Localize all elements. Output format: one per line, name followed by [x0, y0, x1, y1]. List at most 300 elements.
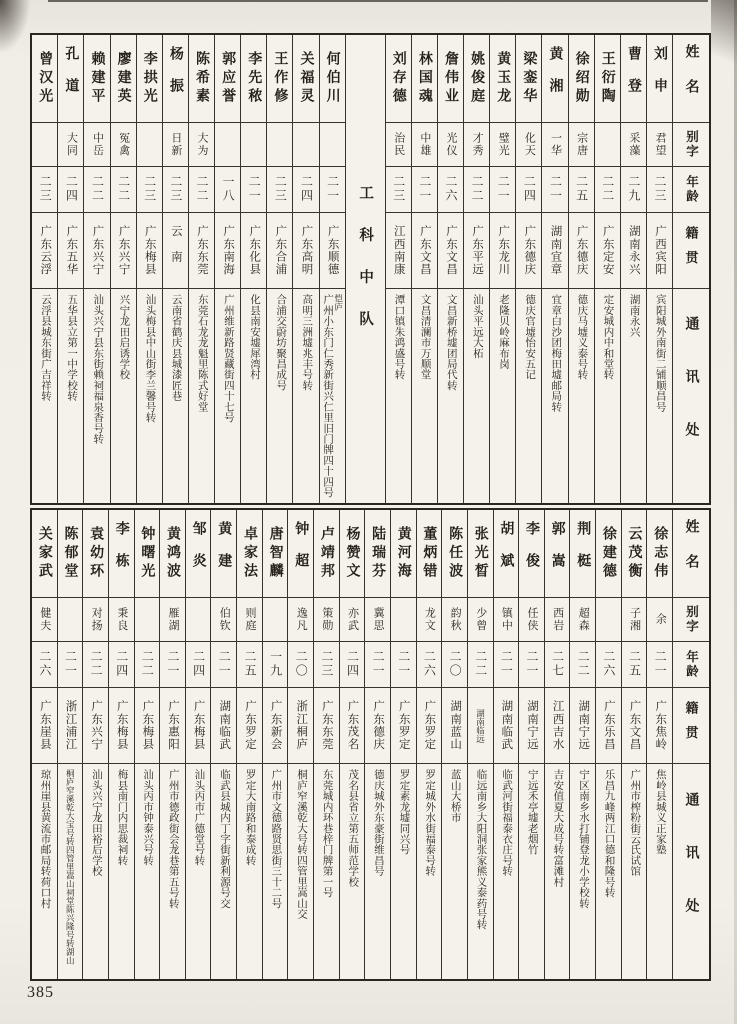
address-cell	[83, 763, 108, 979]
name-cell	[32, 510, 57, 597]
column-header-name: 姓名	[683, 518, 699, 589]
courtesy-name-cell	[340, 597, 365, 641]
contact-address: 宾阳城外南街二铺顺昌号	[654, 294, 666, 412]
origin-cell	[647, 687, 672, 763]
native-place: 广东兴宁	[117, 225, 130, 276]
courtesy-name-cell	[111, 122, 136, 166]
student-name: 张光晳	[472, 525, 488, 582]
roster-entry-column	[110, 35, 136, 503]
age-value: 二四	[64, 175, 79, 204]
roster-entry-column	[437, 35, 463, 503]
origin-cell	[83, 687, 108, 763]
name-cell	[83, 510, 108, 597]
native-place: 江西吉水	[551, 700, 564, 751]
roster-entry-column	[159, 510, 185, 979]
header-address-cell	[673, 763, 709, 979]
age-cell	[111, 166, 136, 212]
page-number: 385	[27, 984, 54, 1001]
contact-address: 广州市文德路贤思街三十二号	[270, 769, 282, 909]
section-label: 工科中队	[357, 184, 374, 354]
native-place: 广西宾阳	[653, 225, 666, 276]
courtesy-name-cell	[386, 122, 411, 166]
address-cell	[647, 763, 672, 979]
origin-cell	[58, 212, 83, 288]
contact-address: 桐庐窄溪乾大宝号转四管里嵩山祠堂陈兴隆号转湖山	[65, 769, 76, 965]
origin-cell	[293, 212, 318, 288]
contact-address: 梅县南门内思裁祠转	[116, 769, 128, 866]
native-place: 广东惠阳	[167, 700, 180, 751]
courtesy-name: 采藻	[627, 132, 640, 157]
name-cell	[438, 35, 463, 122]
age-value: 二一	[417, 175, 432, 204]
student-name: 唐智麟	[267, 525, 283, 582]
origin-cell	[570, 687, 595, 763]
student-name: 何伯川	[324, 50, 340, 107]
native-place: 湖南永兴	[627, 225, 640, 276]
student-name: 王作修	[272, 50, 288, 107]
roster-entry-column	[83, 35, 109, 503]
origin-cell	[267, 212, 292, 288]
courtesy-name: 才秀	[471, 132, 484, 157]
age-cell	[647, 641, 672, 687]
age-cell	[621, 166, 646, 212]
courtesy-name-cell	[163, 122, 188, 166]
roster-entry-column	[541, 35, 567, 503]
contact-address: 汕头兴宁县东街赖祠福泉香号转	[92, 294, 104, 444]
contact-address: 五华县立第一中学校转	[66, 294, 78, 402]
courtesy-name-cell	[647, 597, 672, 641]
origin-cell	[320, 212, 345, 288]
age-cell	[386, 166, 411, 212]
courtesy-name: 秉良	[115, 607, 128, 632]
address-cell	[622, 763, 647, 979]
origin-cell	[442, 687, 467, 763]
age-cell	[464, 166, 489, 212]
contact-address: 高明三洲墟兆丰号转	[301, 294, 313, 391]
age-cell	[135, 641, 160, 687]
courtesy-name: 则庭	[243, 607, 256, 632]
native-place: 广东罗定	[397, 700, 410, 751]
roster-entry-column	[441, 510, 467, 979]
address-cell	[340, 763, 365, 979]
contact-address: 潭口镇朱鸿盛号转	[393, 294, 405, 380]
native-place: 广东梅县	[192, 700, 205, 751]
roster-entry-column	[390, 510, 416, 979]
age-cell	[186, 641, 211, 687]
courtesy-name: 子湘	[628, 607, 641, 632]
age-value: 二四	[191, 650, 206, 679]
address-cell	[137, 288, 162, 503]
roster-entry-column	[569, 510, 595, 979]
age-value: 二四	[345, 650, 360, 679]
name-cell	[542, 35, 567, 122]
age-value: 二三	[168, 175, 183, 204]
roster-entry-column	[185, 510, 211, 979]
name-cell	[241, 35, 266, 122]
native-place: 湖南宜章	[549, 225, 562, 276]
column-header-address: 通讯处	[683, 791, 699, 952]
courtesy-name-cell	[83, 597, 108, 641]
age-value: 二一	[371, 650, 386, 679]
roster-entry-column	[188, 35, 214, 503]
column-header-courtesy-name: 别字	[684, 130, 699, 159]
address-cell	[391, 763, 416, 979]
roster-entry-column	[489, 35, 515, 503]
address-cell	[135, 763, 160, 979]
native-place: 广东崖县	[38, 700, 51, 751]
native-place: 广东合浦	[274, 225, 287, 276]
origin-cell	[288, 687, 313, 763]
address-cell	[545, 763, 570, 979]
column-header-address: 通讯处	[683, 316, 699, 476]
student-name: 曹登	[625, 46, 641, 111]
address-note: 恺庐	[333, 294, 344, 311]
contact-address: 德庆城外东豪街维昌号	[372, 769, 384, 877]
student-name: 郭嵩	[549, 521, 565, 586]
age-value: 二三	[319, 650, 334, 679]
header-age-cell	[673, 641, 709, 687]
origin-cell	[412, 212, 437, 288]
student-name: 郭应誉	[220, 50, 236, 107]
origin-cell	[314, 687, 339, 763]
courtesy-name-cell	[267, 122, 292, 166]
contact-address: 文昌新桥墟团局代转	[445, 294, 457, 391]
contact-address: 老隆贝岭麻布岗	[497, 294, 509, 369]
name-cell	[519, 510, 544, 597]
native-place: 广东茂名	[346, 700, 359, 751]
column-header-courtesy-name: 别字	[684, 605, 699, 634]
origin-cell	[519, 687, 544, 763]
student-name: 钟超	[293, 521, 309, 586]
native-place: 广东东莞	[195, 225, 208, 276]
native-place: 广东梅县	[115, 700, 128, 751]
age-cell	[215, 166, 240, 212]
origin-cell	[464, 212, 489, 288]
age-value: 二一	[247, 175, 262, 204]
contact-address: 广州市德政街会龙巷第五号转	[167, 769, 179, 909]
contact-address: 宁区南乡水打铺登龙小学校转	[578, 769, 589, 909]
origin-cell	[621, 212, 646, 288]
courtesy-name-cell	[135, 597, 160, 641]
courtesy-name: 冤禽	[117, 132, 130, 157]
contact-address: 罗定素龙墟同兴号	[398, 769, 410, 855]
courtesy-name: 西岩	[551, 607, 564, 632]
address-cell	[442, 763, 467, 979]
age-value: 二四	[522, 175, 537, 204]
roster-entry-column	[364, 510, 390, 979]
origin-cell	[468, 687, 493, 763]
courtesy-name-cell	[621, 122, 646, 166]
age-cell	[137, 166, 162, 212]
student-name: 邹炎	[190, 521, 206, 586]
roster-entry-column	[214, 35, 240, 503]
address-cell	[494, 763, 519, 979]
address-cell	[32, 288, 57, 503]
age-cell	[545, 641, 570, 687]
header-origin-cell	[673, 212, 709, 288]
student-name: 黄鸿波	[165, 525, 181, 582]
name-cell	[365, 510, 390, 597]
roster-entry-column	[467, 510, 493, 979]
courtesy-name-cell	[288, 597, 313, 641]
address-cell	[621, 288, 646, 503]
age-cell	[516, 166, 541, 212]
courtesy-name-cell	[215, 122, 240, 166]
roster-entry-column	[411, 35, 437, 503]
address-cell	[211, 763, 236, 979]
age-value: 二一	[524, 650, 539, 679]
courtesy-name: 冀思	[372, 607, 385, 632]
courtesy-name-cell	[468, 597, 493, 641]
address-cell	[163, 288, 188, 503]
student-name: 胡斌	[498, 521, 514, 586]
roster-table-top	[30, 33, 711, 505]
name-cell	[137, 35, 162, 122]
courtesy-name: 韵秋	[449, 607, 462, 632]
age-value: 二三	[273, 175, 288, 204]
courtesy-name-cell	[211, 597, 236, 641]
age-value: 一九	[268, 650, 283, 679]
student-name: 刘申	[651, 46, 667, 111]
student-name: 陈任波	[447, 525, 463, 582]
contact-address: 云南省鹤庆县城漆匠巷	[170, 294, 182, 402]
age-cell	[241, 166, 266, 212]
courtesy-name: 化天	[523, 132, 536, 157]
address-cell	[84, 288, 109, 503]
address-cell	[417, 763, 442, 979]
courtesy-name-cell	[137, 122, 162, 166]
native-place: 广东罗定	[423, 700, 436, 751]
origin-cell	[160, 687, 185, 763]
address-cell	[186, 763, 211, 979]
age-cell	[468, 641, 493, 687]
contact-address: 云浮县城东街广吉祥转	[39, 294, 51, 402]
scan-edge-top	[48, 0, 708, 2]
native-place: 广东南海	[222, 225, 235, 276]
student-name: 梁銮华	[521, 50, 537, 107]
name-cell	[391, 510, 416, 597]
name-cell	[111, 35, 136, 122]
name-cell	[189, 35, 214, 122]
age-cell	[595, 166, 620, 212]
age-cell	[263, 641, 288, 687]
age-cell	[494, 641, 519, 687]
student-name: 李拱光	[141, 50, 157, 107]
student-name: 廖建英	[115, 50, 131, 107]
name-cell	[340, 510, 365, 597]
age-cell	[83, 641, 108, 687]
student-name: 姚俊庭	[469, 50, 485, 107]
student-name: 林国魂	[416, 50, 432, 107]
age-cell	[58, 641, 83, 687]
name-cell	[186, 510, 211, 597]
courtesy-name-cell	[490, 122, 515, 166]
age-value: 二二	[89, 650, 104, 679]
courtesy-name: 日新	[169, 132, 182, 157]
contact-address: 汕头兴宁龙田裕后学校	[90, 769, 102, 877]
age-value: 二一	[217, 650, 232, 679]
courtesy-name-cell	[596, 597, 621, 641]
age-value: 二〇	[294, 650, 309, 679]
native-place: 广东梅县	[141, 700, 154, 751]
age-cell	[647, 166, 672, 212]
courtesy-name-cell	[189, 122, 214, 166]
name-cell	[320, 35, 345, 122]
address-cell	[314, 763, 339, 979]
age-cell	[438, 166, 463, 212]
roster-entry-column	[544, 510, 570, 979]
age-value: 二五	[574, 175, 589, 204]
courtesy-name-cell	[622, 597, 647, 641]
age-value: 二六	[443, 175, 458, 204]
student-name: 徐绍勋	[573, 50, 589, 107]
roster-entry-column	[319, 35, 345, 503]
courtesy-name-cell	[160, 597, 185, 641]
age-cell	[160, 641, 185, 687]
contact-address: 临远南乡大阳洞张家熊义泰药号转	[475, 769, 487, 930]
contact-address: 汕头丙市钟泰兴号转	[142, 769, 154, 866]
age-value: 二六	[37, 650, 52, 679]
age-value: 二五	[627, 650, 642, 679]
roster-entry-column	[646, 35, 672, 503]
address-cell	[596, 763, 621, 979]
courtesy-name: 雁湖	[167, 607, 180, 632]
roster-entry-column	[515, 35, 541, 503]
courtesy-name-cell	[186, 597, 211, 641]
native-place: 广东定安	[601, 225, 614, 276]
native-place: 云南	[169, 225, 182, 276]
name-cell	[109, 510, 134, 597]
roster-entry-column	[57, 35, 83, 503]
address-cell	[412, 288, 437, 503]
student-name: 黄湘	[547, 46, 563, 111]
courtesy-name-cell	[595, 122, 620, 166]
name-cell	[135, 510, 160, 597]
native-place: 广东文昌	[418, 225, 431, 276]
contact-address: 吉安值夏大成号转富滩村	[552, 769, 564, 887]
contact-address: 东莞城内环巷梓门牌第一号	[321, 769, 333, 898]
age-value: 二五	[242, 650, 257, 679]
header-courtesy-cell	[673, 122, 709, 166]
native-place: 湖南宁远	[577, 700, 590, 751]
name-cell	[237, 510, 262, 597]
address-cell	[647, 288, 672, 503]
header-origin-cell	[673, 687, 709, 763]
name-cell	[569, 35, 594, 122]
name-cell	[58, 35, 83, 122]
name-cell	[215, 35, 240, 122]
courtesy-name-cell	[519, 597, 544, 641]
contact-address: 文昌清澜市万顺堂	[419, 294, 431, 380]
name-cell	[621, 35, 646, 122]
name-cell	[494, 510, 519, 597]
student-name: 卢靖邦	[318, 525, 334, 582]
age-cell	[417, 641, 442, 687]
contact-address: 化县南安墟犀湾村	[248, 294, 260, 380]
contact-address: 兴宁龙田启诱学校	[118, 294, 130, 380]
courtesy-name-cell	[438, 122, 463, 166]
age-cell	[442, 641, 467, 687]
contact-address: 罗定城外水街福泰号转	[424, 769, 436, 877]
roster-entry-column	[32, 35, 57, 503]
address-cell	[237, 763, 262, 979]
student-name: 陈郁堂	[62, 525, 78, 582]
age-value: 二六	[422, 650, 437, 679]
courtesy-name-cell	[32, 597, 57, 641]
age-value: 二二	[600, 175, 615, 204]
age-value: 二二	[576, 650, 591, 679]
age-value: 二三	[38, 175, 53, 204]
origin-cell	[596, 687, 621, 763]
origin-cell	[417, 687, 442, 763]
address-cell	[267, 288, 292, 503]
name-cell	[516, 35, 541, 122]
name-cell	[622, 510, 647, 597]
courtesy-name-cell	[365, 597, 390, 641]
name-cell	[263, 510, 288, 597]
courtesy-name: 治民	[392, 132, 405, 157]
age-value: 二一	[63, 650, 78, 679]
column-header-name: 姓名	[683, 43, 699, 114]
contact-address: 桐庐窄溪乾大号转四管里嵩山交	[295, 769, 307, 919]
contact-address: 德庆马墟义泰号转	[576, 294, 588, 380]
student-name: 詹伟业	[442, 50, 458, 107]
contact-address: 汕头梅县中山街李兰馨号转	[144, 294, 156, 423]
origin-cell	[58, 687, 83, 763]
age-value: 二九	[626, 175, 641, 204]
roster-entry-column	[595, 510, 621, 979]
roster-entry-column	[136, 35, 162, 503]
contact-address: 湖南永兴	[628, 294, 640, 337]
student-name: 黄河海	[395, 525, 411, 582]
native-place: 湖南临远	[475, 708, 486, 743]
native-place: 广东德庆	[372, 700, 385, 751]
contact-address: 蓝山大桥市	[449, 769, 461, 823]
courtesy-name-cell	[442, 597, 467, 641]
courtesy-name-cell	[569, 122, 594, 166]
header-address-cell	[673, 288, 709, 503]
age-value: 二〇	[448, 650, 463, 679]
student-name: 卓家法	[241, 525, 257, 582]
roster-entry-column	[240, 35, 266, 503]
address-cell	[438, 288, 463, 503]
courtesy-name-cell	[516, 122, 541, 166]
courtesy-name-cell	[293, 122, 318, 166]
address-cell	[468, 763, 493, 979]
address-cell	[215, 288, 240, 503]
roster-entry-column	[57, 510, 83, 979]
age-cell	[189, 166, 214, 212]
student-name: 李俊	[523, 521, 539, 586]
courtesy-name-cell	[542, 122, 567, 166]
age-cell	[391, 641, 416, 687]
native-place: 广东龙川	[497, 225, 510, 276]
origin-cell	[365, 687, 390, 763]
roster-entry-column	[621, 510, 647, 979]
name-cell	[84, 35, 109, 122]
name-cell	[442, 510, 467, 597]
student-name: 黄玉龙	[495, 50, 511, 107]
column-header-age: 年龄	[684, 650, 699, 679]
native-place: 广东兴宁	[91, 225, 104, 276]
header-name-cell	[673, 35, 709, 122]
roster-entry-column	[266, 35, 292, 503]
origin-cell	[494, 687, 519, 763]
courtesy-name: 君望	[653, 132, 666, 157]
origin-cell	[438, 212, 463, 288]
native-place: 湖南临武	[500, 700, 513, 751]
age-cell	[109, 641, 134, 687]
